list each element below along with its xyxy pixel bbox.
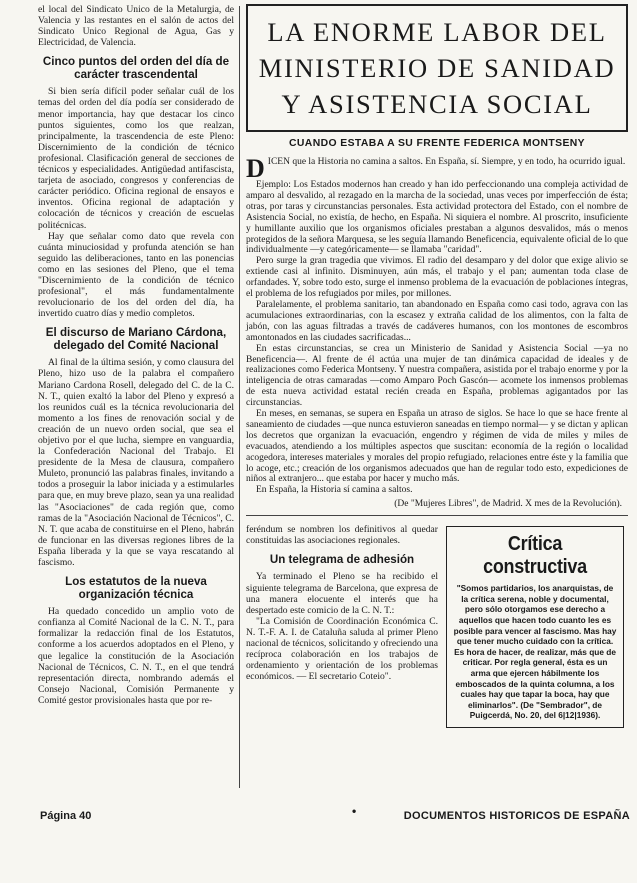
critica-constructiva-box: [446, 526, 624, 728]
critica-title: Crítica constructiva: [483, 533, 587, 579]
page-number: Página 40: [40, 810, 92, 822]
article-title-line: Y ASISTENCIA SOCIAL: [281, 89, 593, 119]
critica-text: "Somos partidarios, los anarquistas, de la crítica serena, noble y documental, pero sólo otorgamos ese derecho a aquellos que hacen todo cuanto les es posible para vencer al fascismo. Mas hay que tener mucho cuidado con la crítica. Es hora de hacer, de realizar, más que de criticar. Por regla general, ésta es un arma que ejercen hábilmente los emboscados de la quinta columna, a los cuales hay que tapar la boca, hay que eliminarlos". (De "Sembrador", de Puigcerdá, No. 20, del 6|12|1936).: [453, 583, 617, 721]
section1-heading: Cinco puntos del orden del día de carácter trascendental: [42, 55, 230, 82]
publication-name: DOCUMENTOS HISTORICOS DE ESPAÑA: [403, 810, 630, 822]
column-divider: [239, 6, 240, 788]
page-footer: [40, 804, 630, 830]
telegram-paragraph: Ya terminado el Pleno se ha recibido el siguiente telegrama de Barcelona, que expresa de una manera elocuente el interés que ha despertado este comicio de la C. N. T.:: [246, 571, 438, 616]
article-title-line: LA ENORME LABOR DEL: [267, 17, 607, 47]
section1-paragraph: Hay que señalar como dato que revela con cuánta minuciosidad y profunda atención se han seguido las deliberaciones, tanto en las ponencias como en las sesiones del Pleno, que el tema "Discernimiento de la condición de técnico profesional", el más fundamentalmente revolucionario de los del orden del día, ha invertido cuatro días y medio completos.: [38, 230, 234, 320]
article-title-box: [246, 4, 628, 132]
section2-heading: El discurso de Mariano Cárdona, delegado del Comité Nacional: [45, 326, 227, 353]
section1-paragraph: Si bien sería difícil poder señalar cuál de los temas del orden del día podía ser considerado de menor importancia, hay que destacar los cinco puntos siguientes, como los que realzan, principalmente, la trascendencia de este Pleno: Discernimiento de la condición de técnico profesional. Clasificación general de secciones de técnicos y especialidades. Antigüedad antifascista, tarjeta de asociado, congresos y conferencias de carácter periódico. Oficina regional de ensayos e inventos. Oficina regional de adaptación y colocación de técnicos y creación de escuelas politécnicas.: [38, 86, 234, 231]
article-paragraph: Pero surge la gran tragedia que vivimos. El radio del desamparo y del dolor que exige alivio se extiende casi al infinito. Disminuyen, aún más, el trabajo y el pan; aumentan toda clase de orfandades. Y, sobre todo esto, surge el inmenso problema de la evacuación de poblaciones íntegras, el problema de los refugiados por miles, por millones.: [246, 256, 628, 300]
drop-cap: D: [246, 154, 265, 183]
section3-paragraph: Ha quedado concedido un amplio voto de confianza al Comité Nacional de la C. N. T., para formalizar la redacción final de los Estatutos, conforme a los acuerdos adoptados en el Pleno, y que legalice la constitución de la Asociación Nacional de Técnicos, C. N. T., en el que tendrá representación directa, nombrando además el Consejo Nacional, Comisión Permanente y Comité gestor provisionales hasta que por re-: [38, 606, 234, 706]
telegram-heading: Un telegrama de adhesión: [269, 553, 415, 567]
left-intro-paragraph: el local del Sindicato Unico de la Metalurgia, de Valencia y las restantes en el salón de actos del Sindicato Unico Regional de Agua, Gas y Electricidad, de Valencia.: [38, 4, 234, 49]
article-subtitle: CUANDO ESTABA A SU FRENTE FEDERICA MONTSENY: [288, 138, 586, 149]
right-column: [246, 4, 628, 730]
section2-paragraph: Al final de la última sesión, y como clausura del Pleno, hizo uso de la palabra el compañero Mariano Cardona Rosell, delegado del C. de la C. N. T., quien exaltó la labor del Pleno y expresó a los reunidos cuál es la técnica revolucionaria del momento a los fines de renovación social y de creación de un nuevo orden social, que sea el objetivo por el que lucha, siempre en vanguardia, la Confederación Nacional del Trabajo. El presidente de la Mesa de clausura, compañero Muleto, pronunció las palabras finales, invitando a todos a proseguir la labor iniciada y a estimularles para que, en muy breve plazo, sean ya una realidad las "Asociaciones" de cada región que, como ramas de la "Asociación Nacional de Técnicos", C. N. T. que acaba de constituirse en el Pleno, habrán de funcionar en las diversas regiones libres de la España liberada y la que se vaya rescatando al fascismo.: [38, 357, 234, 569]
article-source: (De "Mujeres Libres", de Madrid. X mes de la Revolución).: [394, 499, 622, 510]
article-paragraph: En meses, en semanas, se supera en España un atraso de siglos. Se hace lo que se hace frente al saneamiento de ciudades —que nunca estuvieron saneadas en tiempo normal— y se dictan y aplican los decretos que organizan la evacuación, engendro y régimen de vida de miles y miles de evacuados, atendiendo a los múltiples aspectos que suscitan: economía de la región o localidad acogedora, intereses materiales y morales del propio refugiado, relaciones entre éste y la familia que lo acoge, etc.; creación de los organismos adecuados que han de regular todo esto, expediciones de niños al extranjero... que estaba por hacer y mucho más.: [246, 409, 628, 485]
article-paragraph: En España, la Historia sí camina a saltos.: [256, 485, 413, 496]
article-title-line: MINISTERIO DE SANIDAD: [258, 53, 616, 83]
left-column: [38, 4, 234, 784]
lower-left-column: [246, 524, 438, 682]
telegram-paragraph: "La Comisión de Coordinación Económica C. N. T.-F. A. I. de Cataluña saluda al primer Pleno nacional de técnicos, solicitando y ofreciendo una recíproca colaboración en los trabajos de ordenamiento y orientación de los problemas económicos. — El secretario Coteio".: [246, 615, 438, 683]
section3-heading: Los estatutos de la nueva organización técnica: [65, 575, 207, 602]
footer-dot: •: [352, 804, 357, 818]
lower-section: [246, 516, 628, 730]
article-paragraph: En estas circunstancias, se crea un Ministerio de Sanidad y Asistencia Social —ya no Beneficencia—. Al frente de él actúa una mujer de tan dinámica capacidad de ideales y de realizaciones como Federica Montseny. Y nuestra compañera, asistida por el trabajo enorme y por la inteligencia de otras camaradas —como Amparo Poch Gascón— acomete los inmensos problemas de esta nueva actividad estatal recién creada en España, problemas agigantados por las circunstancias.: [246, 343, 628, 409]
article-paragraph: Paralelamente, el problema sanitario, tan abandonado en España como casi todo, agrava con las acumulaciones extraordinarias, con la escasez y extraña calidad de los alimentos, con la falta de jabón, con las aguas filtradas a través de cadáveres humanos, con los montones de escombros amontonados en las ciudades sacrificadas...: [246, 299, 628, 343]
article-body: [246, 154, 628, 510]
article-first-paragraph: [246, 154, 628, 183]
continuation-paragraph: feréndum se nombren los definitivos al quedar constituidas las asociaciones regionales.: [246, 524, 438, 547]
article-paragraph: Ejemplo: Los Estados modernos han creado y han ido perfeccionando una compleja actividad de amparo al desvalido, al rezagado en la marcha de la sociedad, unas veces por imperfección de ésta; otras, por taras y circunstancias personales. Esta actividad protectora del Estado, con el nombre de Asistencia Social, no existía, de hecho, en España. Ni siquiera el nombre. Al proscrito, insuficiente y humillante auxilio que los organismos oficiales prestaban a algunos desvalidos, más o menos protegidos de la señora Marquesa, se les seguía llamando Beneficencia, equivalente oficial de lo que individualmente —y categóricamente— se llamaba "caridad".: [246, 180, 628, 256]
first-paragraph-text: ICEN que la Historia no camina a saltos. En España, sí. Siempre, y en todo, ha ocurrido igual.: [267, 157, 626, 167]
